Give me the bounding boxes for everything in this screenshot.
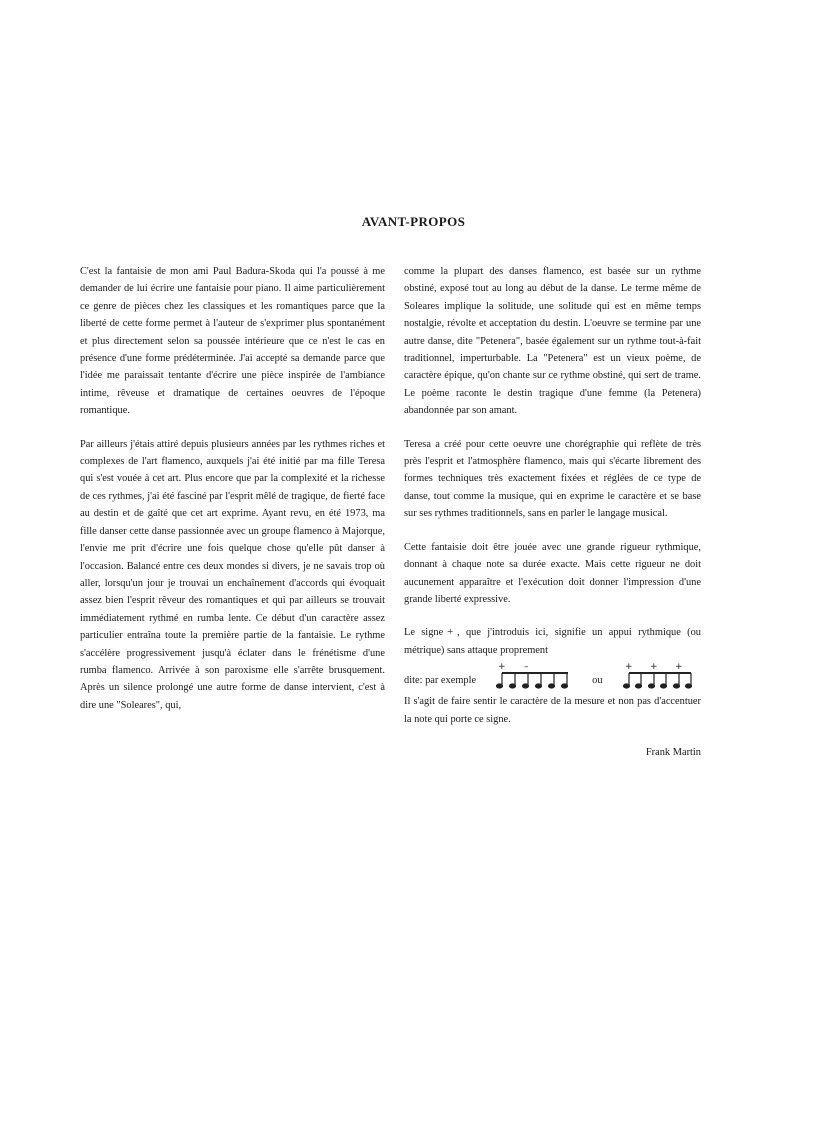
rhythm-notation-icon (621, 661, 695, 689)
paragraph-sign-intro (404, 624, 701, 659)
paragraph-flamenco: Par ailleurs j'étais attiré depuis plusieurs années par les rythmes riches et complexes de l'art flamenco, auxquels j'ai été initié par ma fille Teresa qui s'est vouée à cet art. Plus encore que par la complexité et la richesse de ces rythmes, j'ai été fasciné par l'esprit mêlé de tragique, de fierté face au destin et de gaîté que cet art exprime. Ayant revu, en été 1973, ma fille danser cette danse passionnée avec un groupe flamenco à Majorque, l'envie me prit d'écrire une fois quelque chose qu'elle pût danser à l'occasion. Balancé entre ces deux mondes si divers, je ne savais trop où aller, lorsqu'un jour je trouvai un enchaînement d'accords qui évoquait assez bien l'esprit rêveur des romantiques et qui par ailleurs se trouvait immédiatement rythmé en rumba lente. Ce début d'un caractère assez particulier entraîna toute la première partie de la fantaisie. Le rythme s'accélère progressivement jusqu'à éclater dans le frénétisme d'une rumba flamenco. Arrivée à son paroxisme elle s'arrête brusquement. Après un silence prolongé une autre forme de danse intervient, c'est à dire une "Soleares", qui, (80, 438, 385, 711)
or-label: ou (592, 674, 603, 686)
rhythm-example-1 (494, 661, 572, 689)
paragraph-intro: C'est la fantaisie de mon ami Paul Badura-Skoda qui l'a poussé à me demander de lui écrire une fantaisie pour piano. Il aime particulièrement ce genre de pièces chez les classiques et les romantiques parce que la liberté de cette forme permet à l'auteur de s'exprimer plus spontanément et plus directement selon sa poussée intérieure que ce n'est le cas en présence d'une forme prédéterminée. J'ai accepté sa demande parce que l'idée me paraissait tentante d'écrire une pièce inspirée de l'ambiance intime, rêveuse et dramatique de certaines oeuvres de l'époque romantique. (80, 266, 385, 417)
sign-after-text: , que j'introduis ici, signifie un appui rythmique (ou métrique) sans attaque proprement (404, 627, 701, 656)
svg-text:+: + (498, 662, 506, 673)
svg-text:+: + (649, 662, 658, 673)
plus-sign-symbol: + (447, 627, 454, 639)
rhythm-example-line (404, 659, 701, 689)
paragraph-soleares: comme la plupart des danses flamenco, est basée sur un rythme obstiné, exposé tout au long au début de la danse. Le terme même de Soleares implique la solitude, une solitude qui est en même temps nostalgie, révolte et acceptation du destin. L'oeuvre se termine par une autre danse, dite "Petenera", basée également sur un rythme tout-à-fait traditionnel, imperturbable. La "Petenera" est un vieux poème, de caractère épique, qu'on chante sur ce rythme obstiné, qui sert de trame. Le poème raconte le destin tragique d'une femme (la Petenera) abandonnée par son amant. (404, 266, 701, 417)
svg-text:–: – (524, 662, 529, 673)
rhythm-notation-icon (494, 661, 572, 689)
right-column (404, 263, 701, 761)
sign-before-text: Le signe (404, 627, 444, 639)
paragraph-rigueur: Cette fantaisie doit être jouée avec une grande rigueur rythmique, donnant à chaque note sa durée exacte. Mais cette rigueur ne doit aucunement apparaître et l'exécution doit donner l'impression d'une grande liberté expressive. (404, 541, 701, 605)
left-column (80, 263, 385, 730)
signature: Frank Martin (645, 746, 701, 758)
page-title: AVANT-PROPOS (361, 214, 466, 229)
svg-text:+: + (674, 662, 683, 673)
example-label: dite: par exemple (404, 674, 477, 686)
paragraph-choreography: Teresa a créé pour cette oeuvre une chorégraphie qui reflète de très près l'esprit et l'atmosphère flamenco, mais qui s'écarte librement des formes techniques très exactement fixées et réglées de ce type de danse, tout comme la musique, qui en exprime le caractère et se base sur ses rythmes traditionnels, sans en parler le langage musical. (404, 438, 701, 520)
svg-text:+: + (624, 662, 633, 673)
paragraph-sign-explanation: Il s'agit de faire sentir le caractère de la mesure et non pas d'accentuer la note qui porte ce signe. (404, 696, 701, 725)
rhythm-example-2 (621, 661, 695, 689)
